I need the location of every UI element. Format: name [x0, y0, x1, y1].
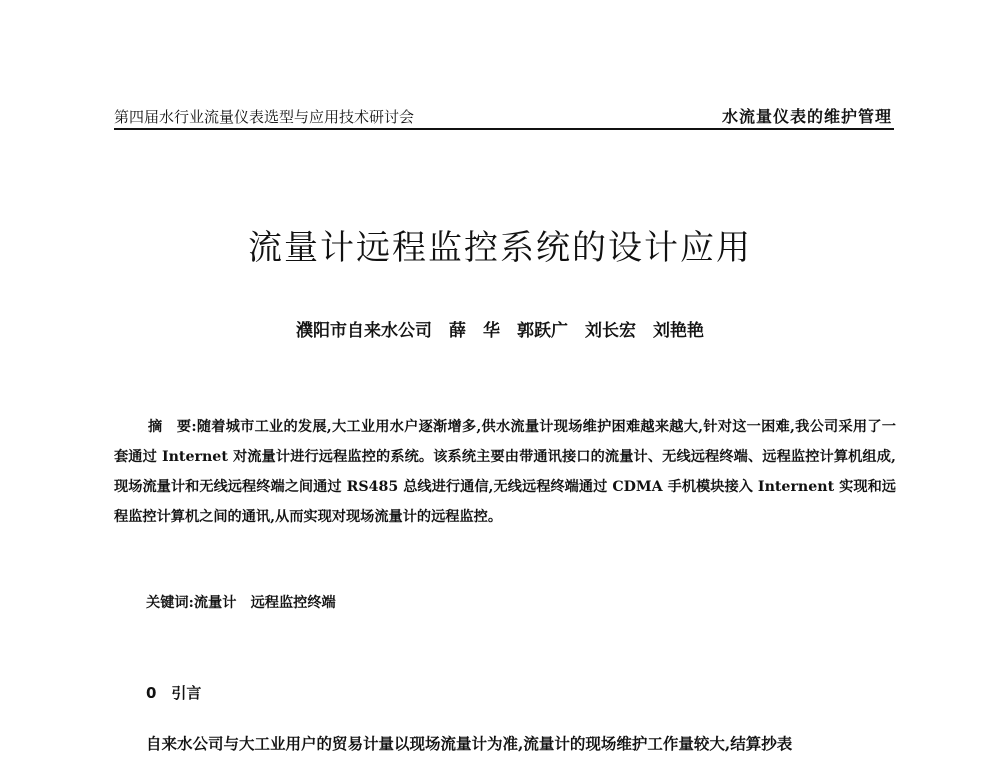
abstract-label: 摘 要 [148, 419, 192, 435]
author-line: 濮阳市自来水公司 薛 华 郭跃广 刘长宏 刘艳艳 [296, 321, 704, 341]
abstract [114, 412, 896, 532]
conference-name: 第四届水行业流量仪表选型与应用技术研讨会 [114, 108, 415, 126]
abstract-text: :随着城市工业的发展,大工业用水户逐渐增多,供水流量计现场维护困难越来越大,针对这一困难,我公司采用了一套通过 Internet 对流量计进行远程监控的系统。该系统主要由带通讯接口的流量计、无线远程终端、远程监控计算机组成,现场流量计和无线远程终端之间通过 RS485 总线进行通信,无线远程终端通过 CDMA 手机模块接入 Internent 实现和远程监控计算机之间的通讯,从而实现对现场流量计的远程监控。 [114, 419, 896, 525]
paper-title: 流量计远程监控系统的设计应用 [248, 228, 752, 268]
section-name: 水流量仪表的维护管理 [721, 107, 892, 126]
keywords-label: 关键词 [146, 595, 189, 611]
keywords-text: :流量计 远程监控终端 [188, 595, 336, 611]
keywords [146, 592, 336, 612]
running-header [114, 104, 894, 130]
section-heading: 0 引言 [146, 684, 202, 702]
intro-paragraph: 自来水公司与大工业用户的贸易计量以现场流量计为准,流量计的现场维护工作量较大,结算抄表 [146, 734, 793, 753]
